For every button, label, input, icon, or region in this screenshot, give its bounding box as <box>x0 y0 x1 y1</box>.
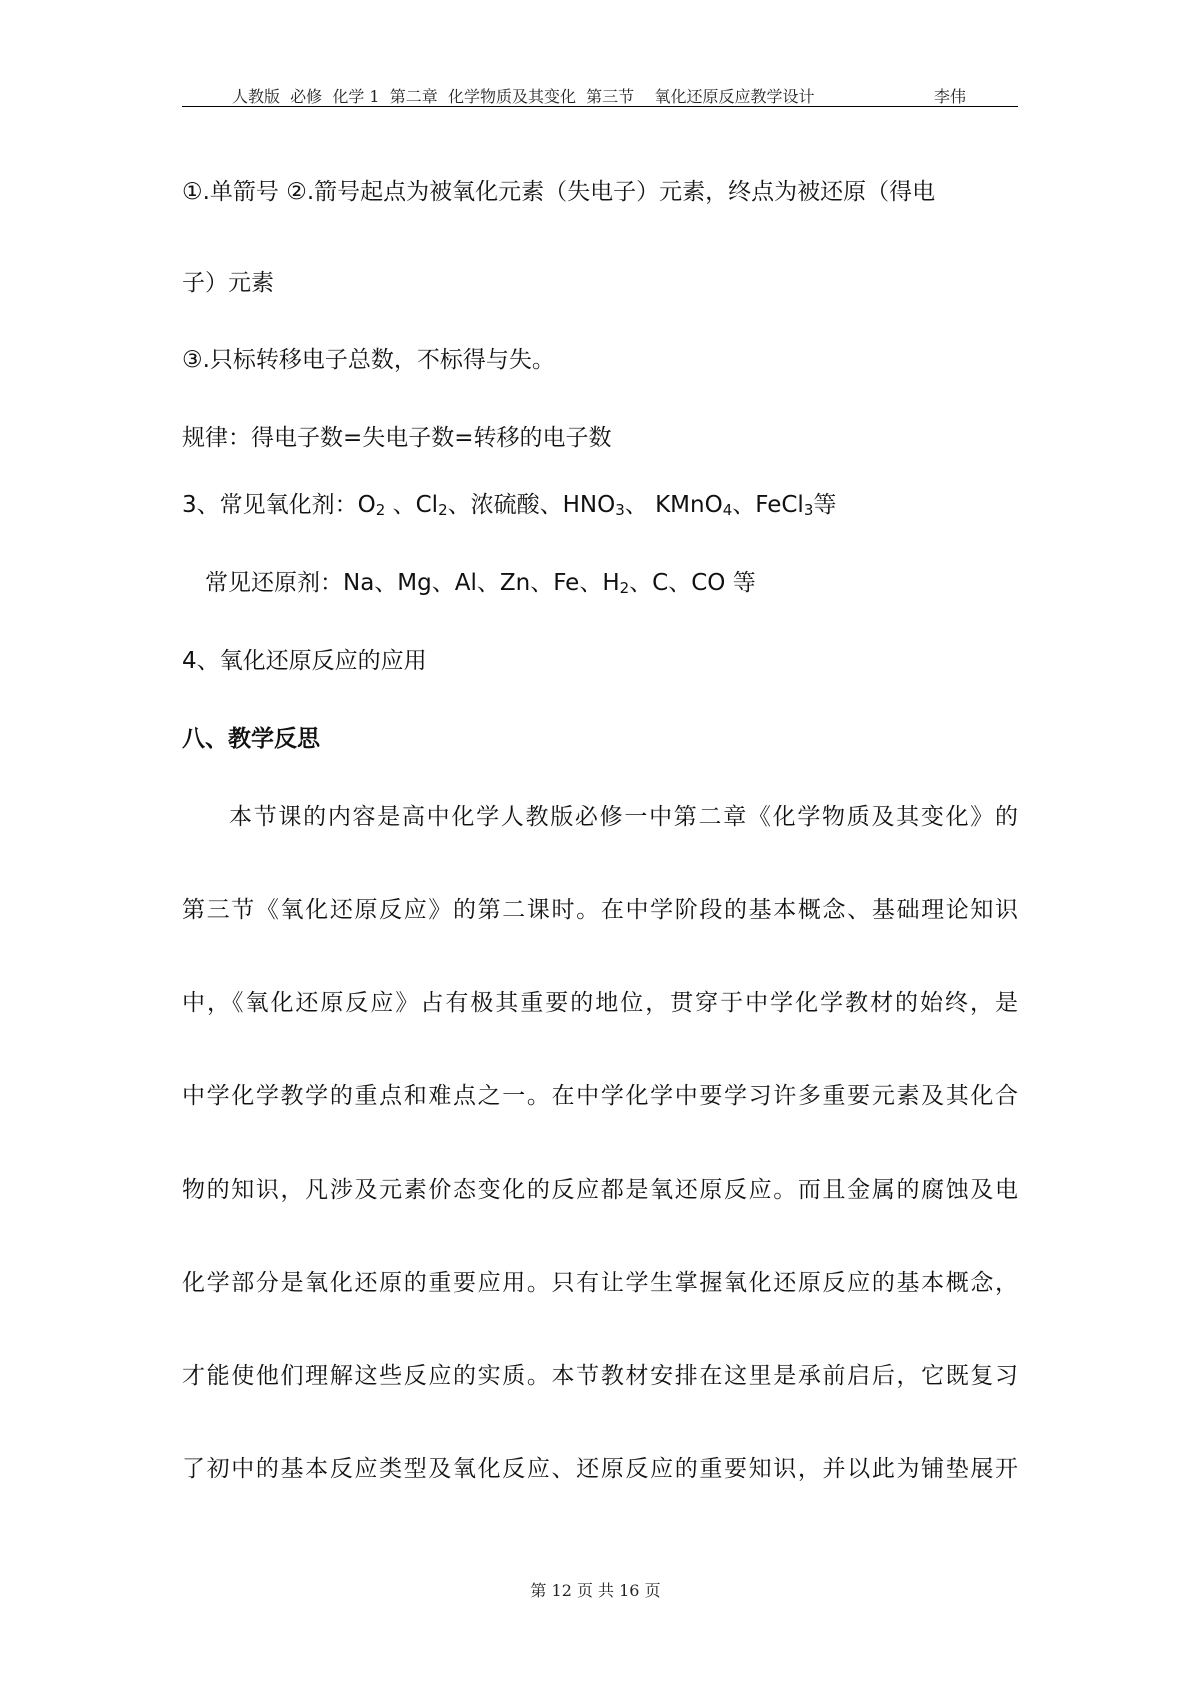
reflection-line-8: 了初中的基本反应类型及氧化反应、还原反应的重要知识，并以此为铺垫展开 <box>182 1456 1018 1482</box>
reflection-line-2: 第三节《氧化还原反应》的第二课时。在中学阶段的基本概念、基础理论知识 <box>182 897 1018 923</box>
page-header <box>182 82 1018 107</box>
rule-line-2: 子）元素 <box>182 270 274 296</box>
kmno4-subscript: 4 <box>722 501 733 519</box>
rule-line-1: ①.单箭号 ②.箭号起点为被氧化元素（失电子）元素，终点为被还原（得电 <box>182 179 936 205</box>
reflection-line-7: 才能使他们理解这些反应的实质。本节教材安排在这里是承前启后，它既复习 <box>182 1363 1018 1389</box>
rule-law: 规律：得电子数=失电子数=转移的电子数 <box>182 425 612 451</box>
reflection-line-1: 本节课的内容是高中化学人教版必修一中第二章《化学物质及其变化》的 <box>229 804 1018 830</box>
reducers-prefix: 常见还原剂：Na、Mg、Al、Zn、Fe、H <box>205 570 620 596</box>
reflection-heading: 八、教学反思 <box>182 726 320 752</box>
rule-line-3: ③.只标转移电子总数，不标得与失。 <box>182 347 555 373</box>
header-title: 人教版 必修 化学 1 第二章 化学物质及其变化 第三节 氧化还原反应教学设计 <box>232 87 815 106</box>
oxidizers-line: 3、常见氧化剂：$O_2$ 、$Cl_2$、浓硫酸、$HNO_3$、 KMnO$_4$、FeCl$_3$等 <box>182 492 837 519</box>
header-author: 李伟 <box>934 87 967 106</box>
reflection-line-5: 物的知识，凡涉及元素价态变化的反应都是氧还原反应。而且金属的腐蚀及电 <box>182 1177 1018 1203</box>
application-heading: 4、氧化还原反应的应用 <box>182 648 427 674</box>
formula-o2: $O_2$ <box>357 492 386 519</box>
reflection-line-3: 中，《氧化还原反应》占有极其重要的地位，贯穿于中学化学教材的始终，是 <box>182 990 1018 1016</box>
reflection-line-4: 中学化学教学的重点和难点之一。在中学化学中要学习许多重要元素及其化合 <box>182 1083 1018 1109</box>
fecl3-subscript: 3 <box>803 501 814 519</box>
reducers-line <box>205 568 756 598</box>
h2-subscript: 2 <box>619 579 630 597</box>
hno3-subscript: 3 <box>615 501 625 519</box>
reflection-line-6: 化学部分是氧化还原的重要应用。只有让学生掌握氧化还原反应的基本概念， <box>182 1270 1018 1296</box>
formula-cl2: $Cl_2$ <box>415 492 448 519</box>
oxidizers-prefix: 3、常见氧化剂： <box>182 492 358 518</box>
page-footer: 第 12 页 共 16 页 <box>530 1581 661 1600</box>
reducers-suffix: 、C、CO 等 <box>629 570 756 596</box>
